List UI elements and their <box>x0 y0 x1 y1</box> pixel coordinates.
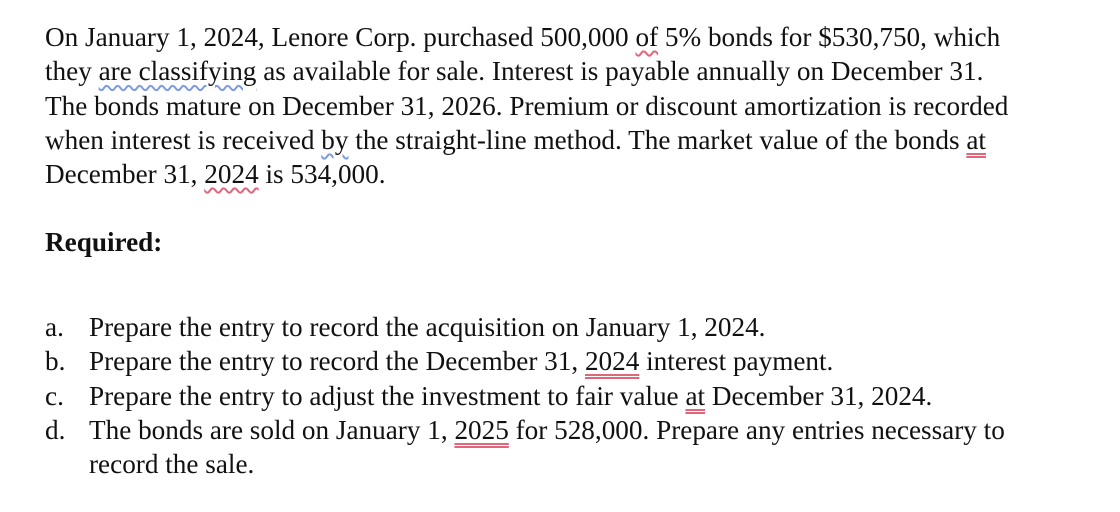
paragraph-line-5: December 31, 2024 is 534,000. <box>45 159 386 190</box>
list-item: d. The bonds are sold on January 1, 2025 for 528,000. Prepare any entries necessary to record the sale. <box>45 414 1005 480</box>
paragraph-line-3: The bonds mature on December 31, 2026. Premium or discount amortization is recorded <box>45 90 1009 121</box>
spelling-flag[interactable]: at <box>685 380 706 411</box>
document-page <box>45 20 1115 480</box>
grammar-flag[interactable]: by <box>321 124 349 155</box>
list-item: b. Prepare the entry to record the December 31, 2024 interest payment. <box>45 344 1005 378</box>
paragraph-line-1: On January 1, 2024, Lenore Corp. purchased 500,000 of 5% bonds for $530,750, which <box>45 22 1001 52</box>
list-item: a. Prepare the entry to record the acquisition on January 1, 2024. <box>45 310 1005 344</box>
required-heading: Required: <box>45 227 163 257</box>
list-marker: b. <box>45 346 66 377</box>
spelling-flag[interactable]: 2024 <box>204 159 259 190</box>
grammar-flag[interactable]: are classifying <box>98 56 257 87</box>
spelling-flag[interactable]: 2025 <box>454 414 509 445</box>
list-marker: a. <box>45 312 64 342</box>
list-marker: d. <box>45 414 66 445</box>
grammar-flag[interactable]: of <box>635 22 659 52</box>
problem-paragraph <box>45 20 1115 191</box>
required-list <box>45 310 1005 481</box>
list-item: c. Prepare the entry to adjust the investment to fair value at December 31, 2024. <box>45 379 1005 413</box>
spelling-flag[interactable]: at <box>966 124 986 155</box>
spelling-flag[interactable]: 2024 <box>584 346 640 377</box>
paragraph-line-2: they are classifying as available for sale. Interest is payable annually on December 31. <box>45 56 984 87</box>
paragraph-line-4: when interest is received by the straight-line method. The market value of the bonds at <box>45 124 986 155</box>
list-marker: c. <box>45 380 64 411</box>
